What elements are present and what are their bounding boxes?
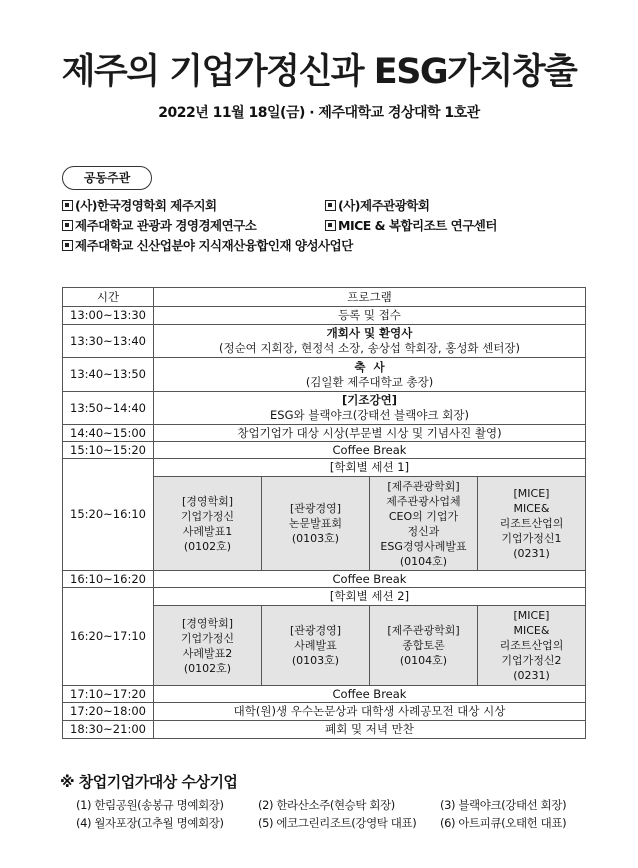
row-program-title: 축 사 bbox=[354, 359, 385, 374]
square-bullet-icon bbox=[325, 200, 336, 211]
table-row bbox=[63, 392, 586, 425]
row-program: 등록 및 접수 bbox=[154, 307, 586, 325]
organizer-item: 제주대학교 신산업분야 지식재산융합인재 양성사업단 bbox=[62, 236, 353, 254]
row-program: Coffee Break bbox=[154, 571, 586, 588]
session-cell-mice: [MICE] MICE& 리조트산업의 기업가정신1 (0231) bbox=[478, 477, 586, 571]
row-time: 14:40~15:00 bbox=[63, 425, 154, 442]
session-label: [학회별 세션 2] bbox=[154, 588, 586, 606]
table-header-row bbox=[63, 288, 586, 307]
organizer-item: 제주대학교 관광과 경영경제연구소 bbox=[62, 216, 256, 234]
row-program bbox=[154, 358, 586, 392]
table-row bbox=[63, 325, 586, 358]
award-item: (2) 한라산소주(현승탁 회장) bbox=[258, 798, 395, 812]
organizers-badge: 공동주관 bbox=[62, 166, 152, 190]
row-time: 17:10~17:20 bbox=[63, 686, 154, 703]
square-bullet-icon bbox=[62, 200, 73, 211]
session-cell-tourism-mgmt: [관광경영] 사례발표 (0103호) bbox=[262, 606, 370, 686]
session-cell-mice: [MICE] MICE& 리조트산업의 기업가정신2 (0231) bbox=[478, 606, 586, 686]
square-bullet-icon bbox=[62, 220, 73, 231]
page-title: 제주의 기업가정신과 ESG가치창출 bbox=[61, 52, 577, 92]
table-row bbox=[63, 721, 586, 739]
row-time: 13:00~13:30 bbox=[63, 307, 154, 325]
row-time: 16:20~17:10 bbox=[63, 588, 154, 686]
session-cell-business: [경영학회] 기업가정신 사례발표1 (0102호) bbox=[154, 477, 262, 571]
row-program bbox=[154, 325, 586, 358]
row-time: 13:30~13:40 bbox=[63, 325, 154, 358]
row-program bbox=[154, 392, 586, 425]
row-time: 17:20~18:00 bbox=[63, 703, 154, 721]
row-program: 폐회 및 저녁 만찬 bbox=[154, 721, 586, 739]
row-program: 대학(원)생 우수논문상과 대학생 사례공모전 대상 시상 bbox=[154, 703, 586, 721]
session-cell-jeju-tourism: [제주관광학회] 제주관광사업체 CEO의 기업가 정신과 ESG경영사례발표 (0104호) bbox=[370, 477, 478, 571]
row-time: 15:10~15:20 bbox=[63, 442, 154, 459]
row-program: 창업기업가 대상 시상(부문별 시상 및 기념사진 촬영) bbox=[154, 425, 586, 442]
row-time: 13:50~14:40 bbox=[63, 392, 154, 425]
session-cell-tourism-mgmt: [관광경영] 논문발표회 (0103호) bbox=[262, 477, 370, 571]
session-cell-jeju-tourism: [제주관광학회] 종합토론 (0104호) bbox=[370, 606, 478, 686]
row-time: 13:40~13:50 bbox=[63, 358, 154, 392]
award-item: (1) 한림공원(송봉규 명예회장) bbox=[76, 798, 224, 812]
award-item: (6) 아트피큐(오태헌 대표) bbox=[440, 816, 567, 830]
table-row bbox=[63, 442, 586, 459]
header-program: 프로그램 bbox=[154, 288, 586, 307]
row-program-detail: ESG와 블랙야크(강태선 블랙야크 회장) bbox=[270, 408, 469, 422]
row-program-title: [기조강연] bbox=[342, 393, 397, 407]
row-time: 16:10~16:20 bbox=[63, 571, 154, 588]
award-item: (3) 블랙야크(강태선 회장) bbox=[440, 798, 567, 812]
table-row bbox=[63, 358, 586, 392]
session-label-row bbox=[63, 459, 586, 477]
table-row bbox=[63, 571, 586, 588]
organizer-item: MICE & 복합리조트 연구센터 bbox=[325, 216, 497, 234]
row-time: 18:30~21:00 bbox=[63, 721, 154, 739]
row-program-detail: (김일환 제주대학교 총장) bbox=[305, 374, 434, 389]
table-row bbox=[63, 307, 586, 325]
session-label-row bbox=[63, 588, 586, 606]
awards-heading: ※ 창업기업가대상 수상기업 bbox=[60, 773, 238, 791]
table-row bbox=[63, 686, 586, 703]
award-item: (5) 에코그린리조트(강영탁 대표) bbox=[258, 816, 417, 830]
square-bullet-icon bbox=[325, 220, 336, 231]
row-time: 15:20~16:10 bbox=[63, 459, 154, 571]
row-program: Coffee Break bbox=[154, 686, 586, 703]
table-row bbox=[63, 703, 586, 721]
organizer-item: (사)한국경영학회 제주지회 bbox=[62, 196, 217, 214]
session-cell-business: [경영학회] 기업가정신 사례발표2 (0102호) bbox=[154, 606, 262, 686]
program-table bbox=[62, 287, 586, 739]
session-label: [학회별 세션 1] bbox=[154, 459, 586, 477]
header-time: 시간 bbox=[63, 288, 154, 307]
square-bullet-icon bbox=[62, 240, 73, 251]
row-program-title: 개회사 및 환영사 bbox=[326, 326, 413, 340]
award-item: (4) 월자포장(고추월 명예회장) bbox=[76, 816, 224, 830]
organizer-item: (사)제주관광학회 bbox=[325, 196, 429, 214]
row-program-detail: (정순여 지회장, 현정석 소장, 송상섭 학회장, 홍성화 센터장) bbox=[218, 341, 521, 355]
event-date-venue: 2022년 11월 18일(금) · 제주대학교 경상대학 1호관 bbox=[158, 105, 480, 121]
row-program: Coffee Break bbox=[154, 442, 586, 459]
table-row bbox=[63, 425, 586, 442]
